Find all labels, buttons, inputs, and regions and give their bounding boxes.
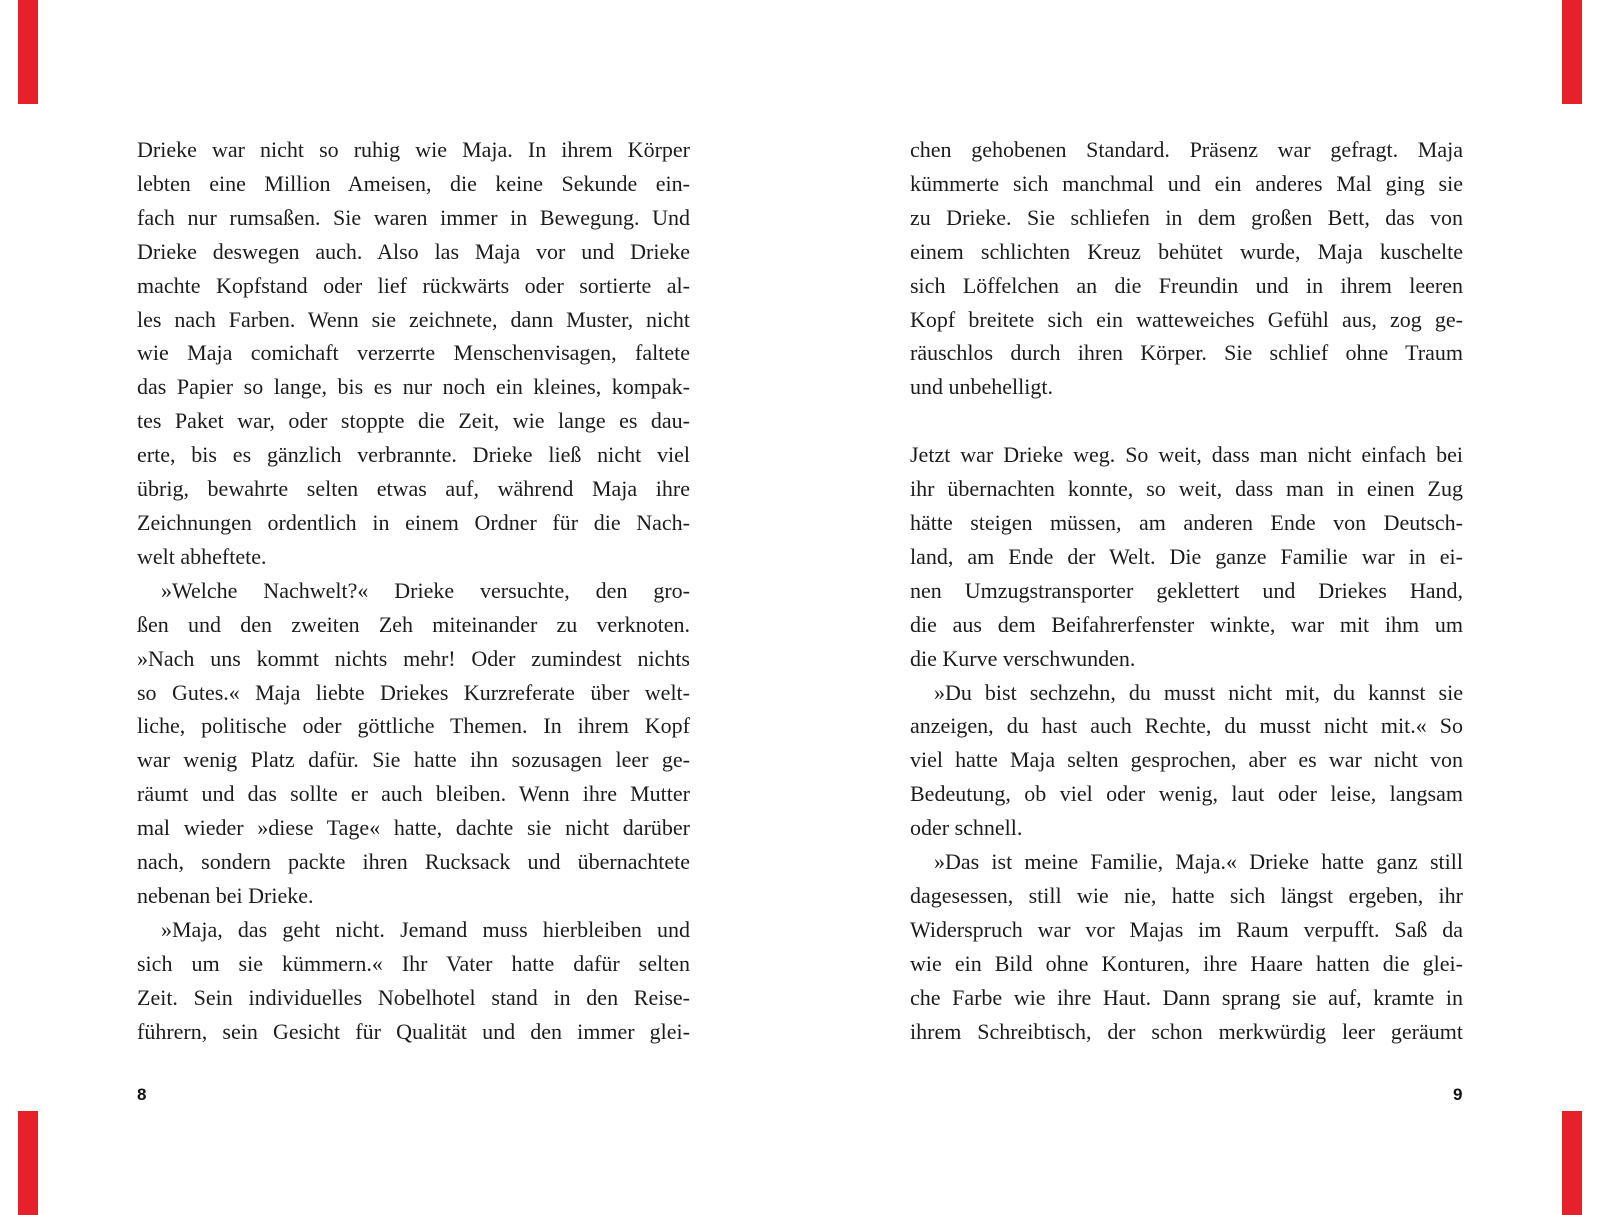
text-line: nach, sondern packte ihren Rucksack und übernachtete — [137, 849, 690, 875]
crop-mark-top-left — [18, 0, 38, 104]
text-line: Widerspruch war vor Majas im Raum verpufft. Saß da — [910, 916, 1463, 942]
text-line: räuschlos durch ihren Körper. Sie schlief ohne Traum — [910, 340, 1463, 366]
text-line: chen gehobenen Standard. Präsenz war gefragt. Maja — [910, 137, 1463, 162]
text-line: Drieke war nicht so ruhig wie Maja. In ihrem Körper — [137, 137, 690, 162]
page-left-number: 8 — [137, 1085, 147, 1104]
text-line: Kopf breitete sich ein watteweiches Gefühl aus, zog ge- — [910, 306, 1463, 332]
blank-line — [910, 404, 1463, 438]
text-line: anzeigen, du hast auch Rechte, du musst nicht mit.« So — [910, 713, 1463, 739]
text-line: mal wieder »diese Tage« hatte, dachte sie nicht darüber — [137, 815, 690, 841]
text-line: nen Umzugstransporter geklettert und Driekes Hand, — [910, 577, 1463, 603]
page-right-textblock — [910, 133, 1463, 1048]
text-line: ihr übernachten konnte, so weit, dass man in einen Zug — [910, 476, 1463, 502]
text-line: wie ein Bild ohne Konturen, ihre Haare hatten die glei- — [910, 950, 1463, 976]
text-line: che Farbe wie ihre Haut. Dann sprang sie auf, kramte in — [910, 984, 1463, 1010]
text-line: lebten eine Million Ameisen, die keine Sekunde ein- — [137, 170, 690, 196]
text-line: ihrem Schreibtisch, der schon merkwürdig leer geräumt — [910, 1018, 1463, 1044]
text-line: so Gutes.« Maja liebte Driekes Kurzreferate über welt- — [137, 679, 690, 705]
text-line: »Welche Nachwelt?« Drieke versuchte, den gro- — [161, 577, 690, 603]
text-line: Zeit. Sein individuelles Nobelhotel stand in den Reise- — [137, 984, 690, 1010]
text-line: das Papier so lange, bis es nur noch ein kleines, kompak- — [137, 374, 690, 400]
text-line: und unbehelligt. — [910, 374, 1053, 400]
crop-mark-bottom-right — [1562, 1111, 1582, 1215]
text-line: führern, sein Gesicht für Qualität und den immer glei- — [137, 1018, 690, 1044]
text-line: räumt und das sollte er auch bleiben. Wenn ihre Mutter — [137, 781, 690, 807]
text-line: Drieke deswegen auch. Also las Maja vor und Drieke — [137, 238, 690, 264]
page-left-textblock — [137, 133, 690, 1048]
text-line: übrig, bewahrte selten etwas auf, während Maja ihre — [137, 476, 690, 502]
text-line: fach nur rumsaßen. Sie waren immer in Bewegung. Und — [137, 204, 690, 230]
text-line: einem schlichten Kreuz behütet wurde, Maja kuschelte — [910, 238, 1463, 264]
text-line: machte Kopfstand oder lief rückwärts oder sortierte al- — [137, 272, 690, 298]
text-line: wie Maja comichaft verzerrte Menschenvisagen, faltete — [137, 340, 690, 366]
text-line: viel hatte Maja selten gesprochen, aber es war nicht von — [910, 747, 1463, 773]
text-line: liche, politische oder göttliche Themen. In ihrem Kopf — [137, 713, 690, 739]
text-line: dagesessen, still wie nie, hatte sich längst ergeben, ihr — [910, 882, 1463, 908]
text-line: »Du bist sechzehn, du musst nicht mit, du kannst sie — [934, 679, 1463, 705]
text-line: zu Drieke. Sie schliefen in dem großen Bett, das von — [910, 204, 1463, 230]
text-line: hätte steigen müssen, am anderen Ende von Deutsch- — [910, 509, 1463, 535]
page-right-number: 9 — [1453, 1085, 1463, 1104]
text-line: nebenan bei Drieke. — [137, 882, 314, 908]
text-line: »Nach uns kommt nichts mehr! Oder zumindest nichts — [137, 645, 690, 671]
text-line: sich um sie kümmern.« Ihr Vater hatte dafür selten — [137, 950, 690, 976]
text-line: welt abheftete. — [137, 543, 267, 569]
text-line: tes Paket war, oder stoppte die Zeit, wie lange es dau- — [137, 408, 690, 434]
text-line: die Kurve verschwunden. — [910, 645, 1136, 671]
text-line: erte, bis es gänzlich verbrannte. Drieke ließ nicht viel — [137, 442, 690, 468]
text-line: ßen und den zweiten Zeh miteinander zu verknoten. — [137, 611, 690, 637]
text-line: war wenig Platz dafür. Sie hatte ihn sozusagen leer ge- — [137, 747, 690, 773]
text-line: sich Löffelchen an die Freundin und in ihrem leeren — [910, 272, 1463, 298]
text-line: Jetzt war Drieke weg. So weit, dass man nicht einfach bei — [910, 442, 1463, 468]
text-line: kümmerte sich manchmal und ein anderes Mal ging sie — [910, 170, 1463, 196]
text-line: Zeichnungen ordentlich in einem Ordner für die Nach- — [137, 509, 690, 535]
text-line: Bedeutung, ob viel oder wenig, laut oder leise, langsam — [910, 781, 1463, 807]
text-line: land, am Ende der Welt. Die ganze Familie war in ei- — [910, 543, 1463, 569]
text-line: die aus dem Beifahrerfenster winkte, war mit ihm um — [910, 611, 1463, 637]
crop-mark-top-right — [1562, 0, 1582, 104]
text-line: oder schnell. — [910, 815, 1023, 841]
text-line: »Maja, das geht nicht. Jemand muss hierbleiben und — [161, 916, 690, 942]
crop-mark-bottom-left — [18, 1111, 38, 1215]
text-line: les nach Farben. Wenn sie zeichnete, dann Muster, nicht — [137, 306, 690, 332]
text-line: »Das ist meine Familie, Maja.« Drieke hatte ganz still — [934, 849, 1463, 875]
